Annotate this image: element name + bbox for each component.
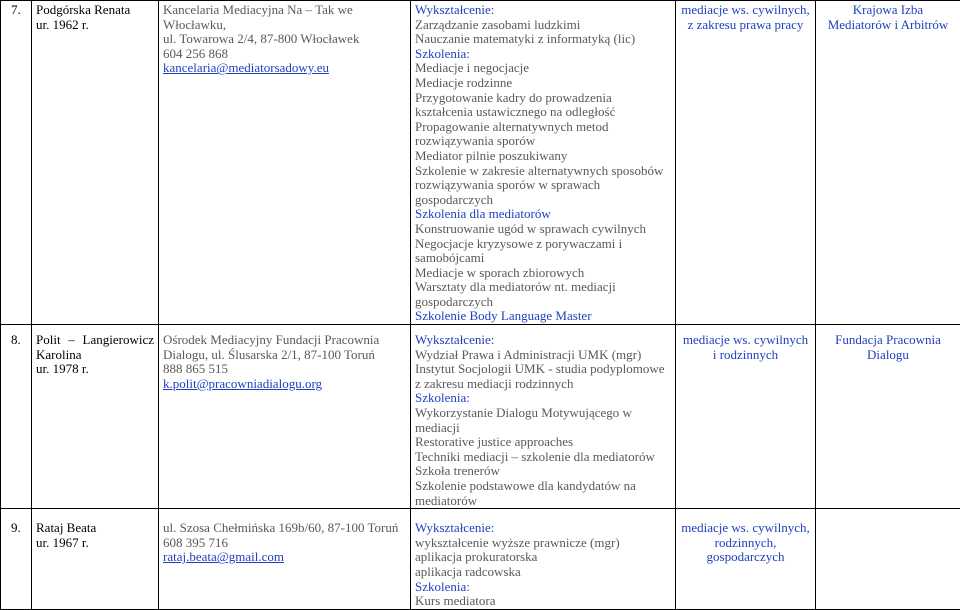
row-number: 9. [1,509,32,610]
training-item: Konstruowanie ugód w sprawach cywilnych [415,222,671,237]
qualifications-cell [411,325,676,509]
table-row [1,1,960,325]
training-item: Wykorzystanie Dialogu Motywującego w mediacji [415,406,671,435]
education-item: Zarządzanie zasobami ludzkimi [415,18,671,33]
training-item: Mediacje w sporach zbiorowych [415,266,671,281]
training-item: Szkolenie w zakresie alternatywnych sposobów rozwiązywania sporów w sprawach gospodarczych [415,164,671,208]
training-item: Mediator pilnie poszukiwany [415,149,671,164]
contact-org: Ośrodek Mediacyjny Fundacji Pracownia Dialogu, ul. Ślusarska 2/1, 87-100 Toruń [163,333,406,362]
row-number: 8. [1,325,32,509]
contact-phone: 888 865 515 [163,362,406,377]
training-item: Szkolenie Body Language Master [415,309,671,324]
contact-cell [159,325,411,509]
specialization-text: mediacje ws. cywilnych i rodzinnych [680,333,811,362]
training-item: Szkolenie podstawowe dla kandydatów na mediatorów [415,479,671,508]
person-born: ur. 1962 r. [36,18,154,33]
contact-cell [159,1,411,325]
contact-email-link[interactable]: rataj.beata@gmail.com [163,550,406,565]
contact-cell [159,509,411,610]
person-born: ur. 1978 r. [36,362,154,377]
training-heading: Szkolenia: [415,47,671,62]
person-cell [32,325,159,509]
education-heading: Wykształcenie: [415,521,671,536]
table-row [1,509,960,610]
person-name: Rataj Beata [36,521,154,536]
training-item: Mediacje rodzinne [415,76,671,91]
education-item: aplikacja radcowska [415,565,671,580]
person-cell [32,509,159,610]
education-item: aplikacja prokuratorska [415,550,671,565]
training-item: Warsztaty dla mediatorów nt. mediacji gospodarczych [415,280,671,309]
contact-org: Kancelaria Mediacyjna Na – Tak we Włocławku, [163,3,406,32]
institution-cell [816,325,960,509]
training-item: Techniki mediacji – szkolenie dla mediatorów [415,450,671,465]
training-item: Szkolenia dla mediatorów [415,207,671,222]
institution-cell [816,509,960,610]
training-heading: Szkolenia: [415,580,671,595]
institution-text: Krajowa Izba Mediatorów i Arbitrów [820,3,956,32]
institution-cell [816,1,960,325]
person-born: ur. 1967 r. [36,536,154,551]
qualifications-cell [411,1,676,325]
training-item: Restorative justice approaches [415,435,671,450]
education-heading: Wykształcenie: [415,3,671,18]
training-item: Propagowanie alternatywnych metod rozwiązywania sporów [415,120,671,149]
qualifications-cell [411,509,676,610]
education-item: wykształcenie wyższe prawnicze (mgr) [415,536,671,551]
contact-org: ul. Szosa Chełmińska 169b/60, 87-100 Toruń [163,521,406,536]
training-item: Przygotowanie kadry do prowadzenia kształcenia ustawicznego na odległość [415,91,671,120]
education-item: Nauczanie matematyki z informatyką (lic) [415,32,671,47]
training-heading: Szkolenia: [415,391,671,406]
training-item: Kurs mediatora [415,594,671,609]
person-name: Polit – Langierowicz Karolina [36,333,154,362]
institution-text: Fundacja Pracownia Dialogu [820,333,956,362]
person-name: Podgórska Renata [36,3,154,18]
contact-phone: 604 256 868 [163,47,406,62]
row-number: 7. [1,1,32,325]
training-item: Negocjacje kryzysowe z porywaczami i samobójcami [415,237,671,266]
specialization-text: mediacje ws. cywilnych, rodzinnych, gospodarczych [680,521,811,565]
contact-email-link[interactable]: kancelaria@mediatorsadowy.eu [163,61,406,76]
training-item: Szkoła trenerów [415,464,671,479]
specialization-cell [676,325,816,509]
contact-phone: 608 395 716 [163,536,406,551]
person-cell [32,1,159,325]
specialization-text: mediacje ws. cywilnych, z zakresu prawa pracy [680,3,811,32]
contact-email-link[interactable]: k.polit@pracowniadialogu.org [163,377,406,392]
contact-address: ul. Towarowa 2/4, 87-800 Włocławek [163,32,406,47]
table-row [1,325,960,509]
specialization-cell [676,509,816,610]
education-heading: Wykształcenie: [415,333,671,348]
education-item: Instytut Socjologii UMK - studia podyplomowe z zakresu mediacji rodzinnych [415,362,671,391]
training-item: Mediacje i negocjacje [415,61,671,76]
specialization-cell [676,1,816,325]
education-item: Wydział Prawa i Administracji UMK (mgr) [415,348,671,363]
